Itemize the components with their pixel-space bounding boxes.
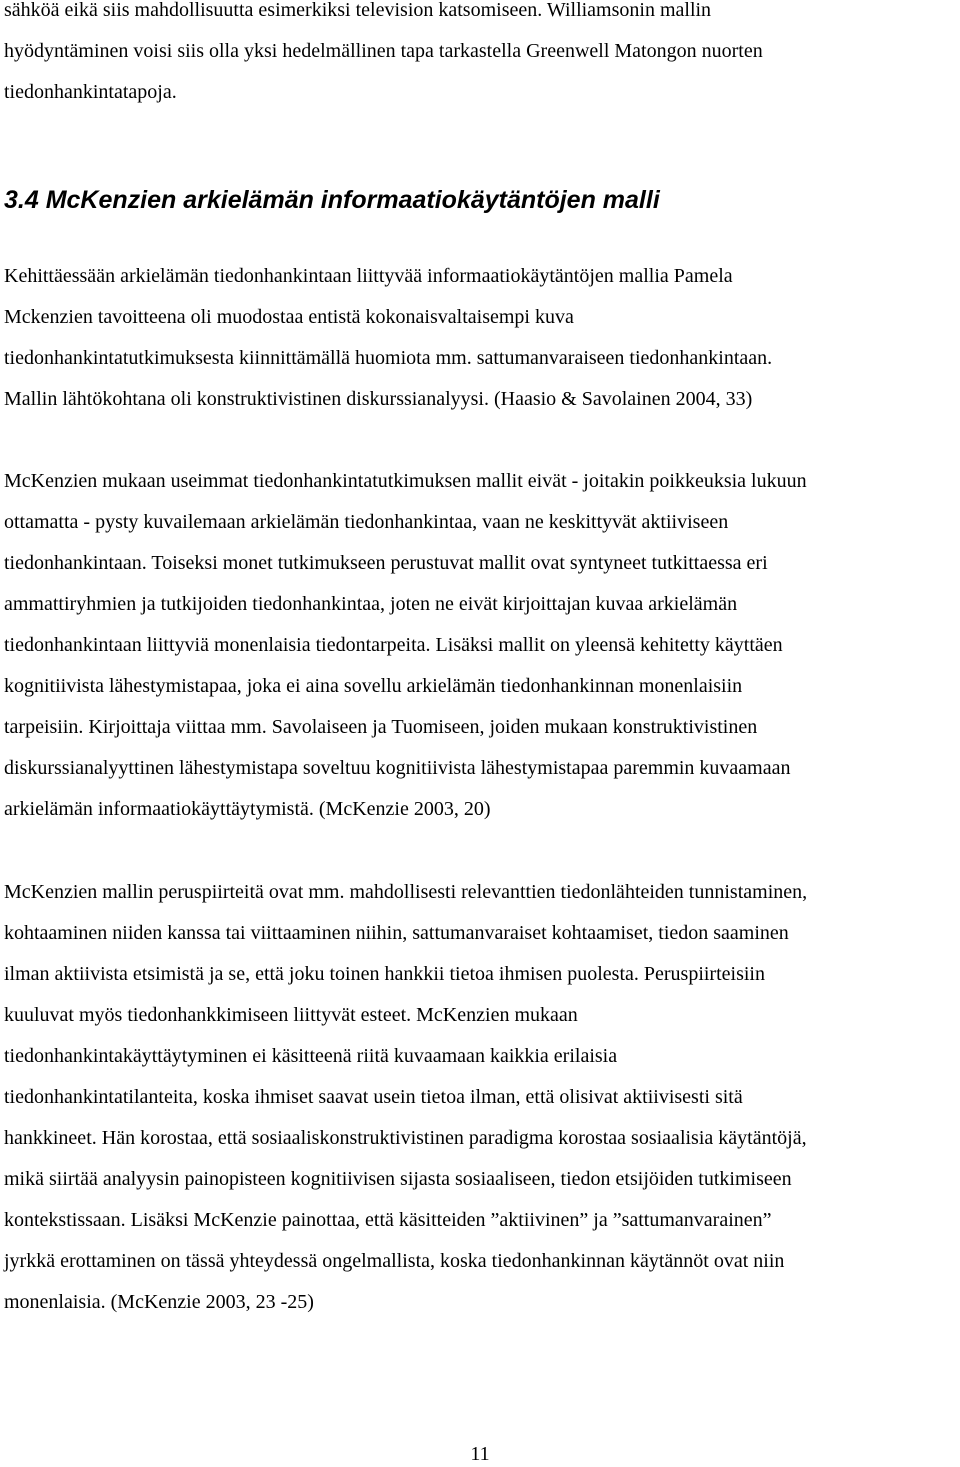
text-line: tiedonhankintakäyttäytyminen ei käsitteenä riitä kuvaamaan kaikkia erilaisia: [4, 1045, 618, 1067]
text-line: tiedonhankintaan liittyviä monenlaisia tiedontarpeita. Lisäksi mallit on yleensä kehitetty käyttäen: [4, 634, 783, 656]
text-line: tiedonhankintatapoja.: [4, 81, 177, 103]
text-line: hankkineet. Hän korostaa, että sosiaaliskonstruktivistinen paradigma korostaa sosiaalisia käytäntöjä,: [4, 1127, 807, 1149]
text-line: tiedonhankintaan. Toiseksi monet tutkimukseen perustuvat mallit ovat syntyneet tutkittaessa eri: [4, 552, 768, 574]
text-line: ottamatta - pysty kuvailemaan arkielämän tiedonhankintaa, vaan ne keskittyvät aktiiviseen: [4, 511, 729, 533]
text-line: jyrkkä erottaminen on tässä yhteydessä ongelmallista, koska tiedonhankinnan käytännöt ovat niin: [4, 1250, 785, 1272]
text-line: ilman aktiivista etsimistä ja se, että joku toinen hankkii tietoa ihmisen puolesta. Peruspiirteisiin: [4, 963, 765, 985]
text-line: Mallin lähtökohtana oli konstruktivistinen diskurssianalyysi. (Haasio & Savolainen 2004, 33): [4, 388, 753, 410]
text-line: monenlaisia. (McKenzie 2003, 23 -25): [4, 1291, 314, 1313]
section-heading: 3.4 McKenzien arkielämän informaatiokäytäntöjen malli: [4, 186, 660, 214]
text-line: Kehittäessään arkielämän tiedonhankintaan liittyvää informaatiokäytäntöjen mallia Pamela: [4, 265, 733, 287]
text-line: hyödyntäminen voisi siis olla yksi hedelmällinen tapa tarkastella Greenwell Matongon nuorten: [4, 40, 763, 62]
text-line: tiedonhankintatilanteita, koska ihmiset saavat usein tietoa ilman, että olisivat aktiivisesti sitä: [4, 1086, 743, 1108]
text-line: ammattiryhmien ja tutkijoiden tiedonhankintaa, joten ne eivät kirjoittajan kuvaa arkielämän: [4, 593, 738, 615]
text-line: tiedonhankintatutkimuksesta kiinnittämällä huomiota mm. sattumanvaraiseen tiedonhankintaan.: [4, 347, 773, 369]
text-line: kognitiivista lähestymistapaa, joka ei aina sovellu arkielämän tiedonhankinnan monenlaisiin: [4, 675, 743, 697]
text-line: mikä siirtää analyysin painopisteen kognitiivisen sijasta sosiaaliseen, tiedon etsijöiden tutkimiseen: [4, 1168, 792, 1190]
text-line: kontekstissaan. Lisäksi McKenzie painottaa, että käsitteiden ”aktiivinen” ja ”sattumanvarainen”: [4, 1209, 772, 1231]
paragraph-basic-features: [4, 872, 960, 1323]
text-line: kohtaaminen niiden kanssa tai viittaaminen niihin, sattumanvaraiset kohtaamiset, tiedon saaminen: [4, 922, 789, 944]
paragraph-model-overview: [4, 256, 960, 420]
paragraph-critique-of-models: [4, 461, 960, 830]
text-line: tarpeisiin. Kirjoittaja viittaa mm. Savolaiseen ja Tuomiseen, joiden mukaan konstruktivistinen: [4, 716, 758, 738]
text-line: McKenzien mallin peruspiirteitä ovat mm. mahdollisesti relevanttien tiedonlähteiden tunnistaminen,: [4, 881, 808, 903]
text-line: arkielämän informaatiokäyttäytymistä. (McKenzie 2003, 20): [4, 798, 491, 820]
text-line: Mckenzien tavoitteena oli muodostaa entistä kokonaisvaltaisempi kuva: [4, 306, 574, 328]
text-line: McKenzien mukaan useimmat tiedonhankintatutkimuksen mallit eivät - joitakin poikkeuksia lukuun: [4, 470, 807, 492]
text-line: diskurssianalyyttinen lähestymistapa soveltuu kognitiivista lähestymistapaa paremmin kuvaamaan: [4, 757, 791, 779]
text-line: sähköä eikä siis mahdollisuutta esimerkiksi television katsomiseen. Williamsonin mallin: [4, 0, 712, 21]
text-line: kuuluvat myös tiedonhankkimiseen liittyvät esteet. McKenzien mukaan: [4, 1004, 578, 1026]
page-number: 11: [470, 1443, 490, 1465]
paragraph-intro-continuation: [4, 0, 960, 113]
